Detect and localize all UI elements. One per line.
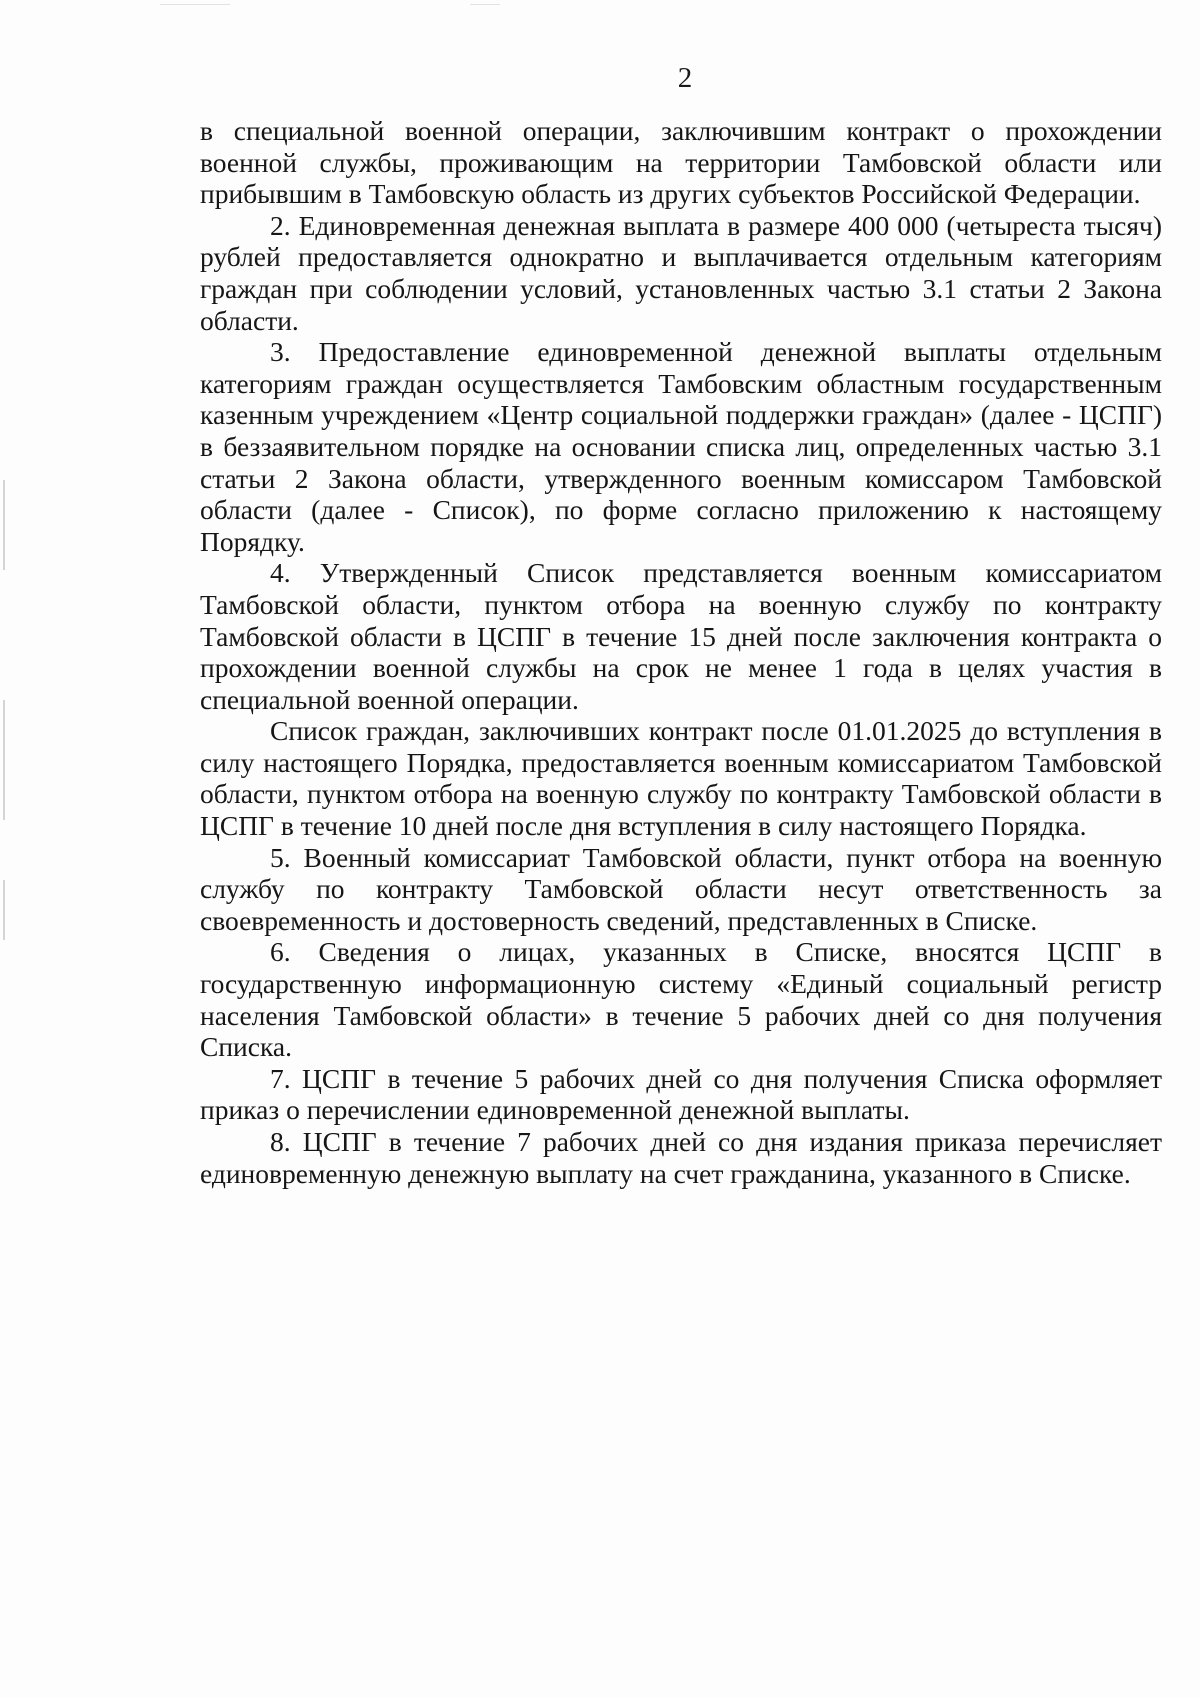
scan-artifact xyxy=(470,4,500,5)
scan-artifact xyxy=(160,4,230,5)
paragraph-2: 2. Единовременная денежная выплата в размере 400 000 (четыреста тысяч) рублей предоставляется однократно и выплачивается отдельным категориям граждан при соблюдении условий, установленных частью 3.1 статьи 2 Закона области. xyxy=(200,209,1162,336)
scan-artifact xyxy=(3,700,5,820)
paragraph-7: 7. ЦСПГ в течение 5 рабочих дней со дня получения Списка оформляет приказ о перечислении единовременной денежной выплаты. xyxy=(200,1062,1162,1126)
paragraph-8: 8. ЦСПГ в течение 7 рабочих дней со дня издания приказа перечисляет единовременную денежную выплату на счет гражданина, указанного в Списке. xyxy=(200,1126,1162,1189)
scan-artifact xyxy=(3,480,5,570)
paragraph-4: 4. Утвержденный Список представляется военным комиссариатом Тамбовской области, пунктом отбора на военную службу по контракту Тамбовской области в ЦСПГ в течение 15 дней после заключения контракта о прохождении военной службы на срок не менее 1 года в целях участия в специальной военной операции. xyxy=(200,557,1162,715)
paragraph-4-list-note: Список граждан, заключивших контракт после 01.01.2025 до вступления в силу настоящего Порядка, предоставляется военным комиссариатом Тамбовской области, пунктом отбора на военную службу по контракту Тамбовской области в ЦСПГ в течение 10 дней после дня вступления в силу настоящего Порядка. xyxy=(200,715,1162,842)
page-number: 2 xyxy=(677,62,693,94)
scan-artifact xyxy=(3,880,5,940)
paragraph-continuation: в специальной военной операции, заключившим контракт о прохождении военной службы, проживающим на территории Тамбовской области или прибывшим в Тамбовскую область из других субъектов Российской Федерации. xyxy=(200,115,1162,210)
paragraph-6: 6. Сведения о лицах, указанных в Списке, вносятся ЦСПГ в государственную информационную систему «Единый социальный регистр населения Тамбовской области» в течение 5 рабочих дней со дня получения Списка. xyxy=(200,936,1162,1063)
paragraph-3: 3. Предоставление единовременной денежной выплаты отдельным категориям граждан осуществляется Тамбовским областным государственным казенным учреждением «Центр социальной поддержки граждан» (далее - ЦСПГ) в беззаявительном порядке на основании списка лиц, определенных частью 3.1 статьи 2 Закона области, утвержденного военным комиссаром Тамбовской области (далее - Список), по форме согласно приложению к настоящему Порядку. xyxy=(200,336,1162,557)
document-body xyxy=(200,115,1162,1189)
paragraph-5: 5. Военный комиссариат Тамбовской области, пункт отбора на военную службу по контракту Тамбовской области несут ответственность за своевременность и достоверность сведений, представленных в Списке. xyxy=(200,841,1162,936)
